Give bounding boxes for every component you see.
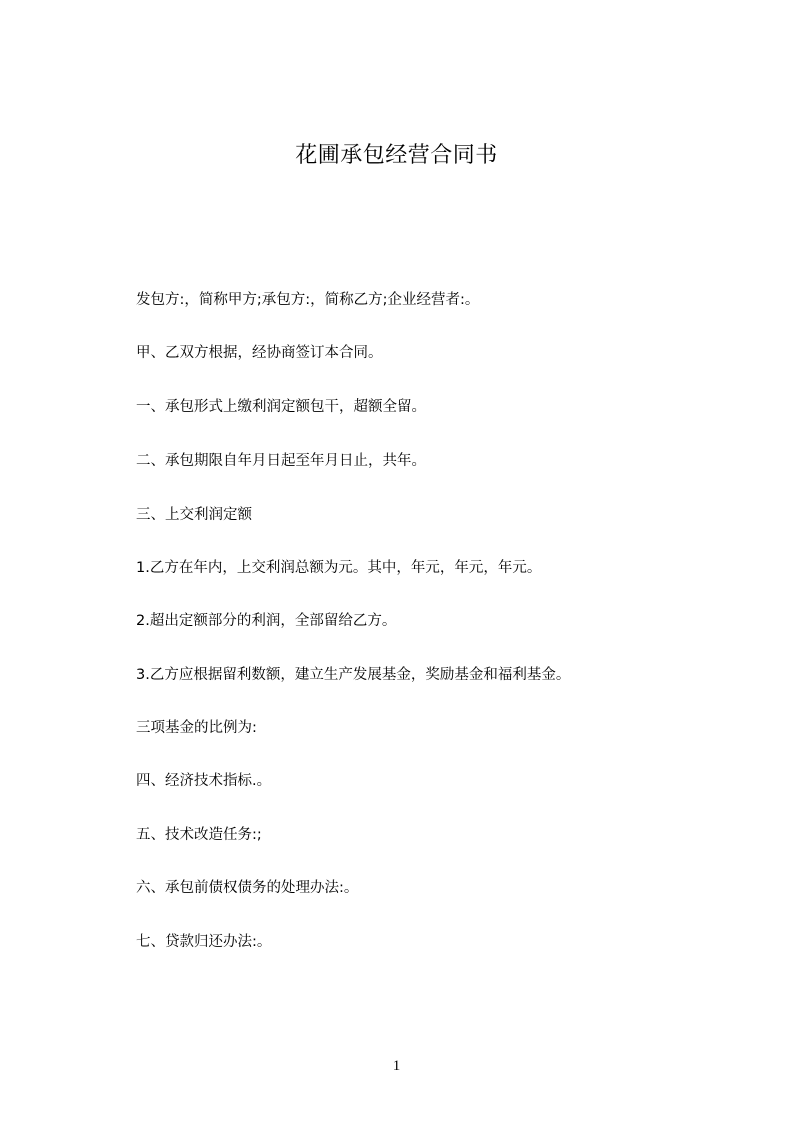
paragraph-agreement-basis: 甲、乙双方根据，经协商签订本合同。: [136, 345, 383, 361]
paragraph-fund-ratio: 三项基金的比例为:: [136, 720, 257, 736]
paragraph-contract-form: 一、承包形式上缴利润定额包干，超额全留。: [136, 399, 426, 415]
paragraph-debt-handling: 六、承包前债权债务的处理办法:。: [136, 880, 359, 896]
paragraph-loan-repayment: 七、贷款归还办法:。: [136, 934, 272, 950]
paragraph-economic-indicators: 四、经济技术指标.。: [136, 773, 272, 789]
paragraph-contract-period: 二、承包期限自年月日起至年月日止，共年。: [136, 453, 426, 469]
paragraph-profit-quota-heading: 三、上交利润定额: [136, 507, 252, 523]
page-number: 1: [392, 1058, 401, 1074]
paragraph-profit-quota-1: 1.乙方在年内，上交利润总额为元。其中，年元，年元，年元。: [136, 560, 542, 576]
document-title: 花圃承包经营合同书: [295, 143, 498, 168]
paragraph-technical-renovation: 五、技术改造任务:;: [136, 827, 262, 843]
paragraph-profit-quota-3: 3.乙方应根据留利数额，建立生产发展基金，奖励基金和福利基金。: [136, 667, 571, 683]
paragraph-profit-quota-2: 2.超出定额部分的利润，全部留给乙方。: [136, 613, 397, 629]
paragraph-parties: 发包方:，简称甲方;承包方:，简称乙方;企业经营者:。: [136, 292, 480, 308]
